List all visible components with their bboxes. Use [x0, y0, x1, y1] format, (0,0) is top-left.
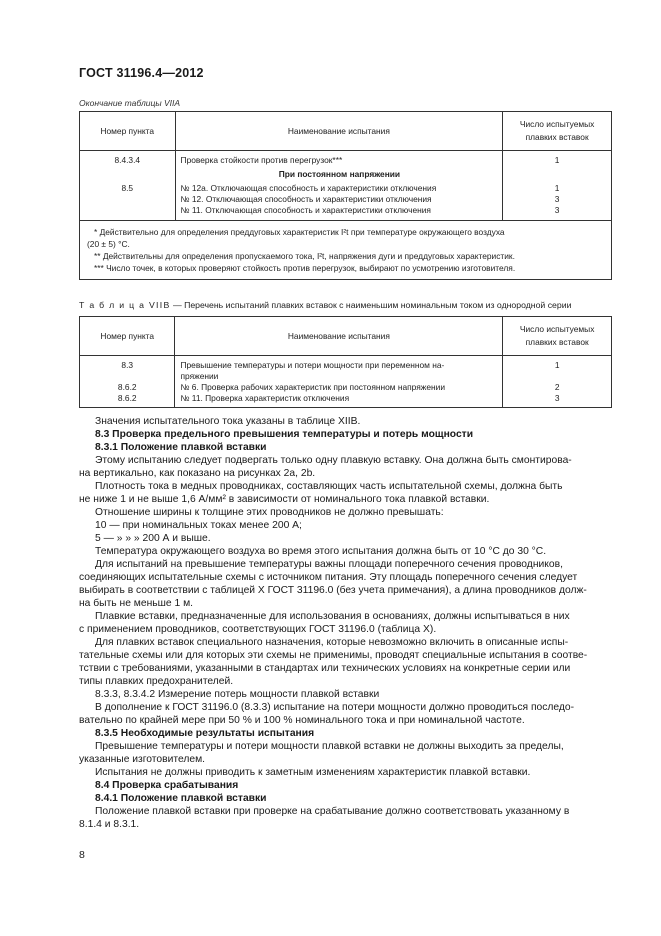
- document-header: ГОСТ 31196.4—2012: [79, 66, 204, 80]
- table-cell: 8.4.3.4 8.5: [80, 151, 176, 221]
- col-header-count: Число испытуемых плавких вставок: [503, 112, 612, 151]
- paragraph-line: Плотность тока в медных проводниках, составляющих часть испытательной схемы, должна быть: [95, 481, 563, 492]
- section-heading: 8.3.5 Необходимые результаты испытания: [95, 728, 315, 739]
- paragraph-line: 5 — » » » 200 А и выше.: [95, 533, 211, 544]
- paragraph-line: Для испытаний на превышение температуры важны площади поперечного сечения проводников,: [95, 559, 563, 570]
- section-heading: 8.4 Проверка срабатывания: [95, 780, 239, 791]
- paragraph-line: Превышение температуры и потери мощности плавкой вставки не должны выходить за пределы,: [95, 741, 564, 752]
- paragraph-line: указанные изготовителем.: [79, 754, 206, 765]
- paragraph-line: Температура окружающего воздуха во время этого испытания должна быть от 10 °C до 30 °C.: [95, 546, 547, 557]
- paragraph-line: 8.3.3, 8.3.4.2 Измерение потерь мощности плавкой вставки: [95, 689, 380, 700]
- paragraph-line: вательно по крайней мере при 50 % и 100 % номинального тока и при номинальной частоте.: [79, 715, 525, 726]
- col-header-name: Наименование испытания: [175, 317, 503, 356]
- paragraph-line: типы плавких предохранителей.: [79, 676, 234, 687]
- col-header-number: Номер пункта: [80, 317, 175, 356]
- paragraph-line: Для плавких вставок специального назначения, которые невозможно включить в описанные испы-: [95, 637, 569, 648]
- table-cell: 8.3 8.6.2 8.6.2: [80, 356, 175, 408]
- page-number: 8: [79, 849, 85, 861]
- section-heading: 8.3 Проверка предельного превышения температуры и потерь мощности: [95, 429, 474, 440]
- table-cell: 1 1 3 3: [503, 151, 612, 221]
- table-viia: [79, 111, 612, 280]
- paragraph-line: Плавкие вставки, предназначенные для использования в основаниях, должны испытываться в них: [95, 611, 570, 622]
- section-heading: 8.3.1 Положение плавкой вставки: [95, 442, 267, 453]
- table-cell: Превышение температуры и потери мощности при переменном на- пряжении № 6. Проверка рабочих характеристик при постоянном напряжении № 11. Проверка характеристик отключения: [175, 356, 503, 408]
- col-header-name: Наименование испытания: [175, 112, 503, 151]
- paragraph-line: Положение плавкой вставки при проверке на срабатывание должно соответствовать указанному в: [95, 806, 570, 817]
- table-viib: [79, 316, 612, 408]
- paragraph-line: на вертикально, как показано на рисунках 2a, 2b.: [79, 468, 316, 479]
- paragraph-line: выбирать в соответствии с таблицей X ГОСТ 31196.0 (без учета примечания), а длина проводников долж-: [79, 585, 587, 596]
- table1-caption: Окончание таблицы VIIA: [79, 98, 181, 108]
- table-footnotes: * Действительно для определения преддуговых характеристик I²t при температуре окружающего воздуха (20 ± 5) °C. ** Действительны для определения пропускаемого тока, I²t, напряжения дуги и преддуговых характеристик. *** Число точек, в которых проверяют стойкость против перегрузок, выбирают по усмотрению изготовителя.: [80, 221, 612, 280]
- col-header-number: Номер пункта: [80, 112, 176, 151]
- table-cell: Проверка стойкости против перегрузок*** При постоянном напряжении № 12a. Отключающая способность и характеристики отключения № 12. Отключающая способность и характеристики отключения № 11. Отключающая способность и характеристики отключения: [175, 151, 503, 221]
- paragraph-line: Испытания не должны приводить к заметным изменениям характеристик плавкой вставки.: [95, 767, 531, 778]
- paragraph-line: тательные схемы или для которых эти схемы не применимы, проводят специальные испытания в соотве-: [79, 650, 588, 661]
- col-header-count: Число испытуемых плавких вставок: [503, 317, 612, 356]
- paragraph-line: не ниже 1 и не выше 1,6 А/мм² в зависимости от номинального тока плавкой вставки.: [79, 494, 490, 505]
- section-heading: 8.4.1 Положение плавкой вставки: [95, 793, 267, 804]
- paragraph-line: 8.1.4 и 8.3.1.: [79, 819, 140, 830]
- paragraph-line: тствии с требованиями, указанными в стандартах или технических условиях на конкретные серии или: [79, 663, 571, 674]
- table-cell: 1 2 3: [503, 356, 612, 408]
- paragraph-line: соединяющих испытательные схемы с источником питания. Эту площадь поперечного сечения следует: [79, 572, 578, 583]
- paragraph-line: Отношение ширины к толщине этих проводников не должно превышать:: [95, 507, 444, 518]
- table-subheader: При постоянном напряжении: [278, 169, 401, 179]
- paragraph-line: на быть не меньше 1 м.: [79, 598, 194, 609]
- paragraph-line: 10 — при номинальных токах менее 200 А;: [95, 520, 302, 531]
- paragraph-line: В дополнение к ГОСТ 31196.0 (8.3.3) испытание на потери мощности должно проводиться последо-: [95, 702, 575, 713]
- table2-title: Т а б л и ц а VIIB — Перечень испытаний плавких вставок с наименьшим номинальным током из однородной серии: [79, 300, 572, 310]
- paragraph-line: Этому испытанию следует подвергать только одну плавкую вставку. Она должна быть смонтирова-: [95, 455, 572, 466]
- paragraph-line: Значения испытательного тока указаны в таблице XIIB.: [95, 416, 361, 427]
- paragraph-line: с применением проводников, соответствующих ГОСТ 31196.0 (таблица X).: [79, 624, 437, 635]
